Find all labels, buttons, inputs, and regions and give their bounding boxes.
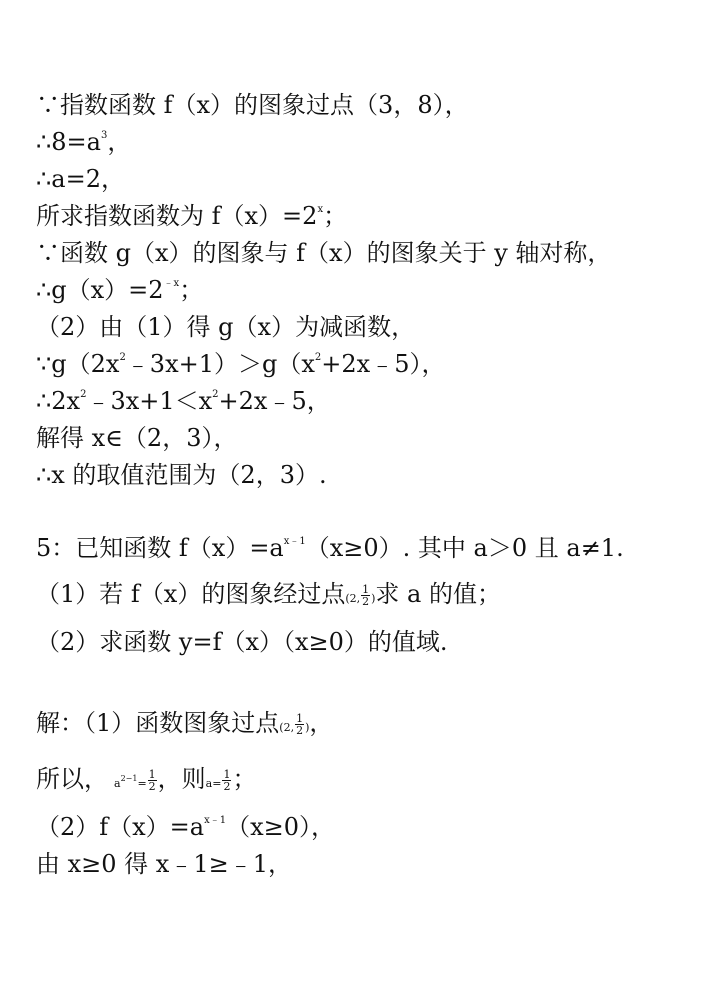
text: （2）f（x）=a — [36, 813, 205, 841]
text-line — [36, 764, 256, 799]
text: 解：（1）函数图象过点 — [36, 709, 280, 737]
text-line — [36, 579, 501, 614]
text: （2）求函数 y=f（x）（x≥0）的值域. — [36, 628, 448, 656]
text: +2x﹣5， — [218, 387, 331, 415]
text: ∵指数函数 f（x）的图象过点（3，8）， — [36, 91, 469, 119]
fraction: $\frac{1}{2}$ — [223, 768, 231, 793]
text: ， — [309, 709, 334, 737]
text: +2x﹣5）， — [321, 350, 446, 378]
text: ∵g（2x — [36, 350, 120, 378]
fraction: $\frac{1}{2}$ — [148, 768, 156, 793]
text: ﹣3x+1＜x — [86, 387, 213, 415]
fraction: $\frac{1}{2}$ — [362, 583, 370, 608]
text-line — [36, 312, 415, 342]
text-line — [36, 238, 611, 268]
point-label: (2, — [345, 592, 361, 605]
text: 由 x≥0 得 x﹣1≥﹣1， — [36, 850, 292, 878]
exponent: 2 — [212, 389, 219, 400]
formula: = — [137, 777, 147, 790]
text: （1）若 f（x）的图象经过点 — [36, 580, 346, 608]
text: ； — [232, 765, 257, 793]
exponent: 3 — [100, 130, 108, 141]
text: 求 a 的值； — [375, 580, 501, 608]
exponent: 2 — [119, 352, 126, 363]
text: ∴g（x）=2 — [36, 276, 164, 304]
text: 所以， — [36, 765, 108, 793]
text: ∵函数 g（x）的图象与 f（x）的图象关于 y 轴对称， — [36, 239, 612, 267]
formula: a — [114, 777, 121, 790]
text-line — [36, 849, 292, 879]
text: （x≥0）， — [226, 813, 336, 841]
text: （2）由（1）得 g（x）为减函数， — [36, 313, 416, 341]
text-line — [36, 423, 237, 453]
text-line — [36, 627, 448, 657]
point-label: (2, — [279, 721, 295, 734]
text: 所求指数函数为 f（x）=2 — [36, 202, 318, 230]
text-line — [36, 164, 125, 194]
exponent: x — [317, 204, 324, 215]
text-line — [36, 349, 445, 379]
text: ﹣3x+1）＞g（x — [125, 350, 315, 378]
exponent: x﹣1 — [283, 536, 306, 547]
text: ∴8=a — [36, 128, 101, 156]
formula: a= — [205, 777, 222, 790]
exponent: 2 — [314, 352, 322, 363]
text: ∴x 的取值范围为（2，3）. — [36, 461, 327, 489]
point-label: ) — [305, 721, 310, 734]
text-line — [36, 275, 203, 305]
exponent: 2 — [80, 389, 87, 400]
exponent: ﹣x — [163, 278, 180, 289]
text: （x≥0）. 其中 a＞0 且 a≠1. — [305, 534, 624, 562]
fraction: $\frac{1}{2}$ — [296, 712, 304, 737]
text-line — [36, 90, 469, 120]
text-line — [36, 127, 131, 157]
text-line — [36, 460, 327, 490]
text: ∴a=2， — [36, 165, 125, 193]
text: ； — [179, 276, 204, 304]
point-label: ) — [371, 592, 376, 605]
exponent: x﹣1 — [204, 815, 227, 826]
solution-start — [36, 708, 333, 743]
problem-5-statement — [36, 533, 624, 563]
text: 5：已知函数 f（x）=a — [36, 534, 284, 562]
text-line — [36, 812, 335, 842]
text: ， — [107, 128, 132, 156]
text: ，则 — [157, 765, 206, 793]
text: ∴2x — [36, 387, 81, 415]
text: 解得 x∈（2，3）， — [36, 424, 238, 452]
text: ； — [323, 202, 348, 230]
exponent: 2−1 — [120, 774, 138, 783]
text-line — [36, 201, 347, 231]
text-line — [36, 386, 331, 416]
